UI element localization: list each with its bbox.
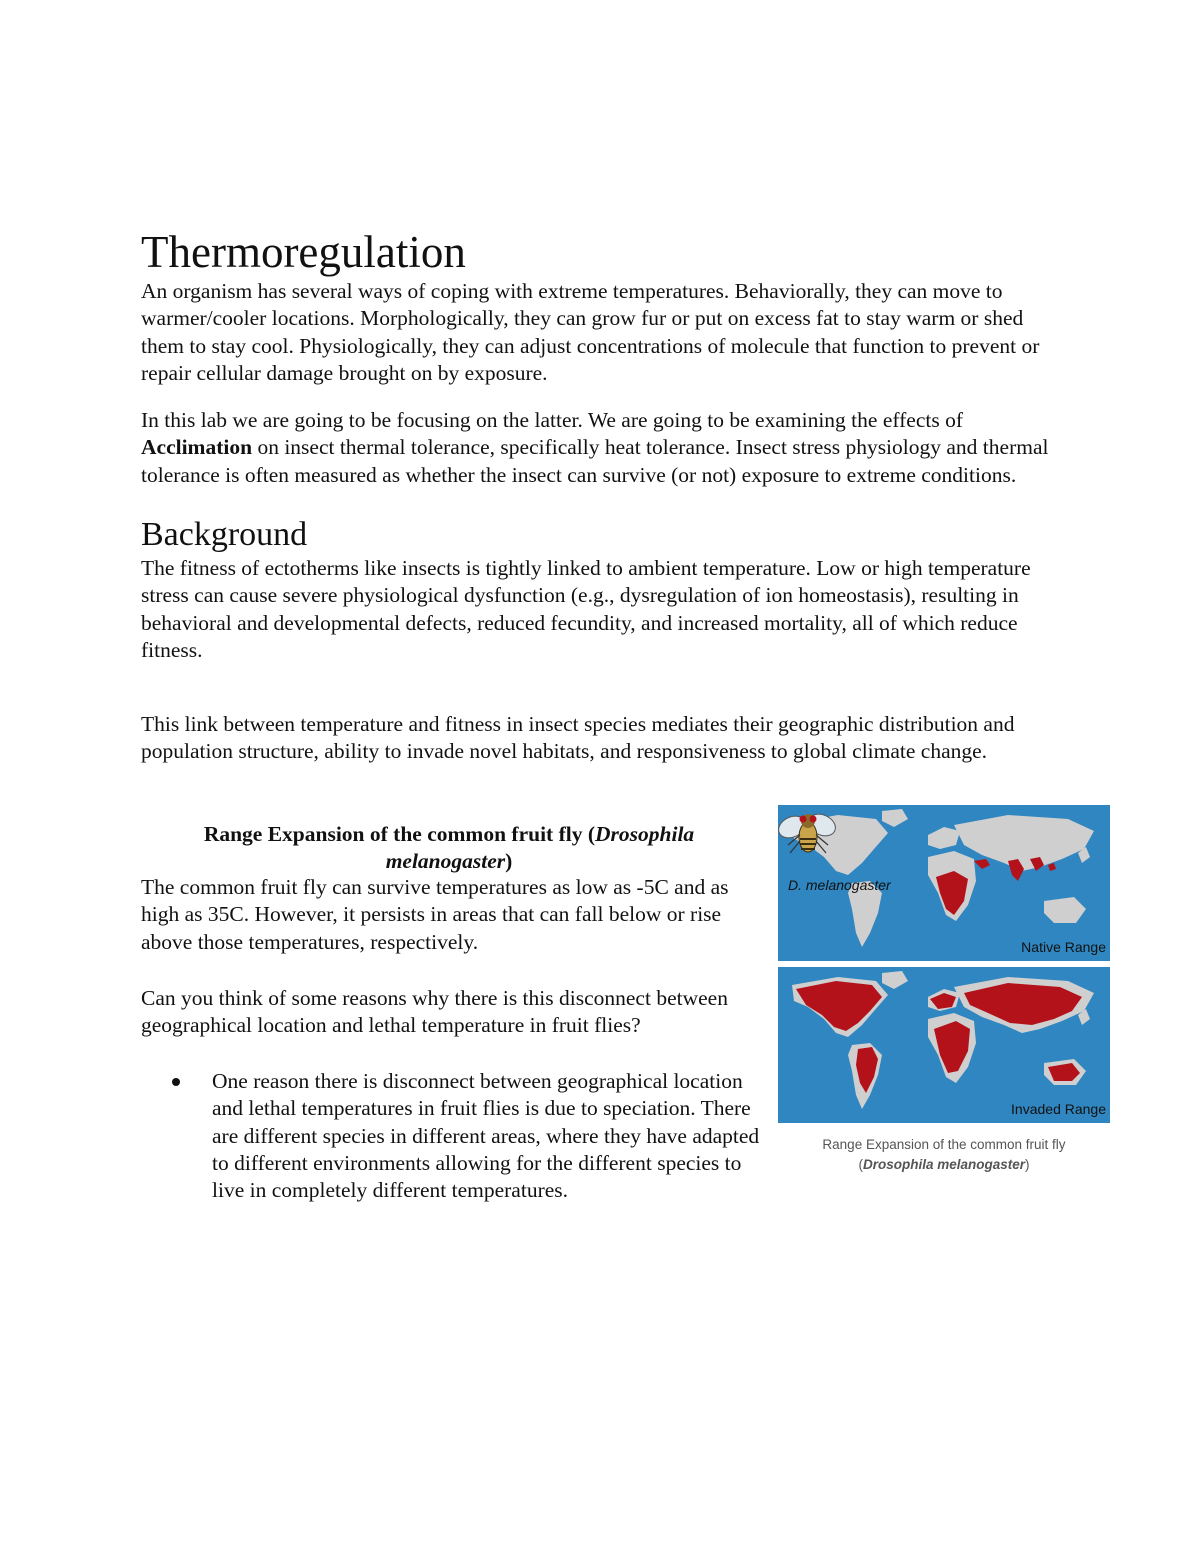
background-heading: Background	[141, 516, 308, 553]
answer-list	[141, 1068, 761, 1204]
intro-p2-text-start: In this lab we are going to be focusing on the latter. We are going to be examining the effects of	[141, 408, 963, 432]
invaded-range-map	[778, 967, 1110, 1123]
native-range-label: Native Range	[1021, 939, 1106, 955]
range-heading-start: Range Expansion of the common fruit fly (	[203, 822, 595, 846]
page-title: Thermoregulation	[141, 227, 466, 277]
bullet-icon	[172, 1078, 180, 1086]
figure-caption	[778, 1135, 1110, 1175]
background-paragraph-1: The fitness of ectotherms like insects is tightly linked to ambient temperature. Low or high temperature stress can cause severe physiological dysfunction (e.g., dysregulation of ion homeostasis), resulting in behavioral and developmental defects, reduced fecundity, and increased mortality, all of which reduce fitness.	[141, 556, 1031, 662]
caption-open-paren: (	[858, 1157, 863, 1172]
native-range-map	[778, 805, 1110, 961]
intro-paragraph-2	[141, 407, 1071, 489]
background-paragraph-2: This link between temperature and fitness in insect species mediates their geographic distribution and population structure, ability to invade novel habitats, and responsiveness to global climate change.	[141, 712, 1015, 764]
caption-close-paren: )	[1025, 1157, 1030, 1172]
caption-line-1: Range Expansion of the common fruit fly	[822, 1137, 1066, 1152]
range-figure	[778, 805, 1110, 1175]
species-label: D. melanogaster	[788, 877, 891, 893]
invaded-range-areas	[796, 981, 1082, 1093]
fruit-fly-icon	[778, 805, 838, 863]
range-heading-species: Drosophila melanogaster	[385, 822, 695, 874]
range-expansion-heading	[141, 821, 757, 876]
invaded-range-label: Invaded Range	[1011, 1101, 1106, 1117]
caption-line-2	[778, 1155, 1110, 1175]
answer-text: One reason there is disconnect between geographical location and lethal temperatures in fruit flies is due to speciation. There are different species in different areas, where they have adapted to different environments allowing for the different species to live in completely different temperatures.	[212, 1069, 760, 1203]
range-paragraph-1: The common fruit fly can survive temperatures as low as -5C and as high as 35C. However, it persists in areas that can fall below or rise above those temperatures, respectively.	[141, 875, 729, 954]
acclimation-term: Acclimation	[141, 435, 253, 460]
range-heading-end: )	[505, 849, 513, 874]
list-item	[141, 1068, 761, 1204]
intro-p2-text-end: on insect thermal tolerance, specifically heat tolerance. Insect stress physiology and thermal tolerance is often measured as whether the insect can survive (or not) exposure to extreme conditions.	[141, 435, 1049, 487]
intro-paragraph-1: An organism has several ways of coping with extreme temperatures. Behaviorally, they can move to warmer/cooler locations. Morphologically, they can grow fur or put on excess fat to stay warm or shed them to stay cool. Physiologically, they can adjust concentrations of molecule that function to prevent or repair cellular damage brought on by exposure.	[141, 279, 1040, 385]
caption-species: Drosophila melanogaster	[862, 1157, 1026, 1172]
range-question: Can you think of some reasons why there is this disconnect between geographical location and lethal temperature in fruit flies?	[141, 986, 728, 1038]
invaded-world-map	[778, 967, 1110, 1123]
